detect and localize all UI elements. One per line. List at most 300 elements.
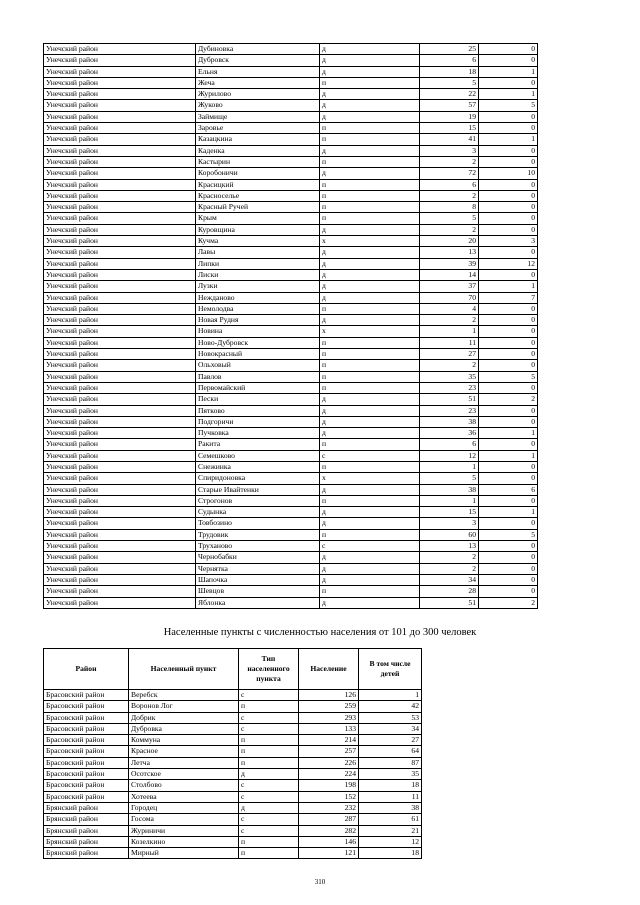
table-row: [44, 349, 538, 360]
population-cell: 287: [299, 814, 359, 825]
table-row: [44, 156, 538, 167]
children-cell: 0: [479, 111, 538, 122]
settlement-cell: Пятково: [196, 405, 320, 416]
settlement-cell: Крым: [196, 213, 320, 224]
type-cell: д: [320, 247, 420, 258]
children-cell: 1: [479, 507, 538, 518]
settlement-cell: Ново-Дубровск: [196, 337, 320, 348]
type-cell: х: [320, 236, 420, 247]
children-cell: 1: [479, 428, 538, 439]
table-row: [44, 757, 422, 768]
district-cell: Унечский район: [44, 428, 196, 439]
type-cell: х: [320, 473, 420, 484]
population-cell: 11: [420, 337, 479, 348]
settlement-cell: Пески: [196, 394, 320, 405]
children-cell: 53: [359, 712, 422, 723]
children-cell: 1: [479, 134, 538, 145]
settlement-cell: Кастырин: [196, 156, 320, 167]
district-cell: Унечский район: [44, 100, 196, 111]
population-cell: 8: [420, 202, 479, 213]
population-cell: 6: [420, 179, 479, 190]
table-row: [44, 66, 538, 77]
population-cell: 126: [299, 690, 359, 701]
table-row: [44, 836, 422, 847]
population-cell: 5: [420, 77, 479, 88]
settlement-cell: Воронов Лог: [129, 701, 239, 712]
district-cell: Брасовский район: [44, 757, 129, 768]
type-cell: д: [320, 224, 420, 235]
district-cell: Брянский район: [44, 836, 129, 847]
type-cell: д: [320, 168, 420, 179]
children-cell: 12: [359, 836, 422, 847]
type-cell: д: [320, 428, 420, 439]
district-cell: Унечский район: [44, 586, 196, 597]
table-row: [44, 735, 422, 746]
children-cell: 0: [479, 382, 538, 393]
district-cell: Унечский район: [44, 168, 196, 179]
settlement-cell: Коммуна: [129, 735, 239, 746]
children-cell: 21: [359, 825, 422, 836]
type-cell: д: [320, 574, 420, 585]
district-cell: Унечский район: [44, 55, 196, 66]
type-cell: п: [239, 848, 299, 859]
population-cell: 2: [420, 563, 479, 574]
type-cell: п: [320, 134, 420, 145]
table-row: [44, 746, 422, 757]
children-cell: 0: [479, 315, 538, 326]
district-cell: Унечский район: [44, 202, 196, 213]
population-cell: 57: [420, 100, 479, 111]
table-row: [44, 825, 422, 836]
table-row: [44, 382, 538, 393]
header-children: В том числе детей: [359, 649, 422, 690]
district-cell: Унечский район: [44, 349, 196, 360]
type-cell: с: [239, 780, 299, 791]
population-cell: 37: [420, 281, 479, 292]
header-settlement: Населенный пункт: [129, 649, 239, 690]
district-cell: Брасовский район: [44, 769, 129, 780]
settlement-cell: Немолодва: [196, 303, 320, 314]
table-row: [44, 168, 538, 179]
table-row: [44, 236, 538, 247]
district-cell: Унечский район: [44, 507, 196, 518]
table-row: [44, 371, 538, 382]
district-cell: Брасовский район: [44, 791, 129, 802]
population-cell: 15: [420, 123, 479, 134]
settlement-cell: Липки: [196, 258, 320, 269]
children-cell: 87: [359, 757, 422, 768]
settlement-cell: Журиничи: [129, 825, 239, 836]
children-cell: 0: [479, 55, 538, 66]
type-cell: д: [320, 484, 420, 495]
population-cell: 232: [299, 802, 359, 813]
population-cell: 38: [420, 416, 479, 427]
children-cell: 0: [479, 518, 538, 529]
type-cell: с: [239, 712, 299, 723]
header-population: Население: [299, 649, 359, 690]
children-cell: 0: [479, 360, 538, 371]
settlement-cell: Судынка: [196, 507, 320, 518]
population-cell: 282: [299, 825, 359, 836]
settlement-cell: Лузки: [196, 281, 320, 292]
type-cell: п: [320, 337, 420, 348]
table-row: [44, 791, 422, 802]
table-row: [44, 224, 538, 235]
children-cell: 0: [479, 213, 538, 224]
settlement-cell: Ракита: [196, 439, 320, 450]
population-cell: 1: [420, 495, 479, 506]
population-cell: 39: [420, 258, 479, 269]
type-cell: д: [239, 802, 299, 813]
children-cell: 0: [479, 495, 538, 506]
page-number: 310: [314, 878, 326, 886]
district-cell: Унечский район: [44, 145, 196, 156]
population-cell: 152: [299, 791, 359, 802]
table-row: [44, 473, 538, 484]
district-cell: Унечский район: [44, 326, 196, 337]
children-cell: 42: [359, 701, 422, 712]
population-cell: 4: [420, 303, 479, 314]
children-cell: 5: [479, 100, 538, 111]
table-row: [44, 484, 538, 495]
settlement-cell: Строгонов: [196, 495, 320, 506]
children-cell: 6: [479, 484, 538, 495]
table-row: [44, 529, 538, 540]
type-cell: с: [320, 450, 420, 461]
children-cell: 1: [359, 690, 422, 701]
table-row: [44, 701, 422, 712]
district-cell: Унечский район: [44, 495, 196, 506]
district-cell: Унечский район: [44, 213, 196, 224]
district-cell: Брянский район: [44, 848, 129, 859]
settlement-cell: Куровщина: [196, 224, 320, 235]
children-cell: 12: [479, 258, 538, 269]
table-row: [44, 439, 538, 450]
children-cell: 0: [479, 473, 538, 484]
children-cell: 34: [359, 723, 422, 734]
type-cell: п: [239, 701, 299, 712]
type-cell: д: [320, 507, 420, 518]
table-row: [44, 690, 422, 701]
type-cell: д: [320, 416, 420, 427]
table-row: [44, 134, 538, 145]
table-row: [44, 145, 538, 156]
type-cell: д: [320, 258, 420, 269]
district-cell: Брянский район: [44, 802, 129, 813]
settlement-cell: Каденка: [196, 145, 320, 156]
children-cell: 64: [359, 746, 422, 757]
district-cell: Унечский район: [44, 360, 196, 371]
children-cell: 35: [359, 769, 422, 780]
settlement-cell: Подгоричи: [196, 416, 320, 427]
type-cell: п: [320, 529, 420, 540]
district-cell: Брасовский район: [44, 712, 129, 723]
population-cell: 13: [420, 247, 479, 258]
type-cell: п: [320, 123, 420, 134]
settlement-cell: Дубиновка: [196, 44, 320, 55]
table-row: [44, 507, 538, 518]
district-cell: Унечский район: [44, 552, 196, 563]
table-row: [44, 597, 538, 608]
settlement-cell: Лавы: [196, 247, 320, 258]
settlement-cell: Чернобабки: [196, 552, 320, 563]
children-cell: 0: [479, 461, 538, 472]
population-cell: 12: [420, 450, 479, 461]
settlement-cell: Займище: [196, 111, 320, 122]
children-cell: 18: [359, 780, 422, 791]
children-cell: 2: [479, 597, 538, 608]
table-row: [44, 802, 422, 813]
population-cell: 35: [420, 371, 479, 382]
section-title: Населенные пункты с численностью населения от 101 до 300 человек: [163, 627, 477, 638]
settlement-cell: Шевцов: [196, 586, 320, 597]
population-cell: 38: [420, 484, 479, 495]
population-cell: 146: [299, 836, 359, 847]
children-cell: 0: [479, 190, 538, 201]
table-row: [44, 723, 422, 734]
children-cell: 0: [479, 247, 538, 258]
district-cell: Унечский район: [44, 190, 196, 201]
district-cell: Унечский район: [44, 484, 196, 495]
children-cell: 1: [479, 66, 538, 77]
settlement-cell: Пучковка: [196, 428, 320, 439]
settlement-cell: Ельня: [196, 66, 320, 77]
population-cell: 2: [420, 156, 479, 167]
children-cell: 1: [479, 450, 538, 461]
table-row: [44, 563, 538, 574]
district-cell: Унечский район: [44, 123, 196, 134]
population-cell: 23: [420, 382, 479, 393]
district-cell: Унечский район: [44, 439, 196, 450]
population-cell: 3: [420, 145, 479, 156]
type-cell: д: [320, 44, 420, 55]
district-cell: Унечский район: [44, 258, 196, 269]
table-row: [44, 202, 538, 213]
district-cell: Брянский район: [44, 814, 129, 825]
district-cell: Брасовский район: [44, 723, 129, 734]
table-row: [44, 213, 538, 224]
type-cell: д: [320, 100, 420, 111]
children-cell: 0: [479, 586, 538, 597]
district-cell: Унечский район: [44, 473, 196, 484]
settlement-cell: Новина: [196, 326, 320, 337]
district-cell: Унечский район: [44, 394, 196, 405]
type-cell: д: [320, 292, 420, 303]
district-cell: Брянский район: [44, 825, 129, 836]
district-cell: Брасовский район: [44, 690, 129, 701]
table-row: [44, 541, 538, 552]
settlement-cell: Веребск: [129, 690, 239, 701]
population-cell: 2: [420, 224, 479, 235]
district-cell: Унечский район: [44, 269, 196, 280]
settlement-cell: Козелкино: [129, 836, 239, 847]
district-cell: Унечский район: [44, 224, 196, 235]
population-cell: 70: [420, 292, 479, 303]
district-cell: Унечский район: [44, 541, 196, 552]
district-cell: Унечский район: [44, 574, 196, 585]
settlements-table-body: [44, 44, 538, 609]
table-row: [44, 416, 538, 427]
settlement-cell: Заровье: [196, 123, 320, 134]
children-cell: 1: [479, 281, 538, 292]
settlement-cell: Госома: [129, 814, 239, 825]
district-cell: Унечский район: [44, 236, 196, 247]
settlement-cell: Товбозино: [196, 518, 320, 529]
district-cell: Унечский район: [44, 179, 196, 190]
type-cell: с: [239, 814, 299, 825]
type-cell: п: [320, 382, 420, 393]
table-row: [44, 552, 538, 563]
district-cell: Унечский район: [44, 111, 196, 122]
type-cell: п: [320, 586, 420, 597]
table-row: [44, 769, 422, 780]
type-cell: п: [320, 213, 420, 224]
population-cell: 60: [420, 529, 479, 540]
table-row: [44, 100, 538, 111]
settlement-cell: Осотское: [129, 769, 239, 780]
table-row: [44, 281, 538, 292]
settlements-101-300-body: [44, 690, 422, 859]
type-cell: п: [239, 757, 299, 768]
table-row: [44, 495, 538, 506]
settlement-cell: Старые Ивайтенки: [196, 484, 320, 495]
table-row: [44, 574, 538, 585]
settlements-table-continued: [43, 43, 538, 609]
district-cell: Унечский район: [44, 405, 196, 416]
table-row: [44, 123, 538, 134]
table-row: [44, 190, 538, 201]
children-cell: 0: [479, 179, 538, 190]
table-row: [44, 586, 538, 597]
table-header-row: [44, 649, 422, 690]
table-row: [44, 518, 538, 529]
population-cell: 3: [420, 518, 479, 529]
settlement-cell: Семешково: [196, 450, 320, 461]
type-cell: п: [320, 77, 420, 88]
table-row: [44, 269, 538, 280]
settlement-cell: Новокрасный: [196, 349, 320, 360]
table-row: [44, 89, 538, 100]
children-cell: 0: [479, 416, 538, 427]
children-cell: 11: [359, 791, 422, 802]
children-cell: 0: [479, 405, 538, 416]
settlement-cell: Труханово: [196, 541, 320, 552]
table-row: [44, 814, 422, 825]
children-cell: 0: [479, 269, 538, 280]
district-cell: Унечский район: [44, 371, 196, 382]
children-cell: 5: [479, 529, 538, 540]
table-row: [44, 405, 538, 416]
population-cell: 19: [420, 111, 479, 122]
settlement-cell: Красное: [129, 746, 239, 757]
children-cell: 38: [359, 802, 422, 813]
type-cell: д: [320, 597, 420, 608]
settlement-cell: Нежданово: [196, 292, 320, 303]
population-cell: 41: [420, 134, 479, 145]
population-cell: 25: [420, 44, 479, 55]
settlement-cell: Мирный: [129, 848, 239, 859]
settlement-cell: Красицкий: [196, 179, 320, 190]
settlement-cell: Журилово: [196, 89, 320, 100]
type-cell: д: [320, 281, 420, 292]
type-cell: д: [239, 769, 299, 780]
type-cell: с: [239, 825, 299, 836]
children-cell: 7: [479, 292, 538, 303]
district-cell: Унечский район: [44, 518, 196, 529]
type-cell: п: [320, 190, 420, 201]
district-cell: Унечский район: [44, 247, 196, 258]
children-cell: 27: [359, 735, 422, 746]
population-cell: 6: [420, 55, 479, 66]
district-cell: Унечский район: [44, 563, 196, 574]
children-cell: 0: [479, 77, 538, 88]
type-cell: д: [320, 518, 420, 529]
population-cell: 51: [420, 394, 479, 405]
table-row: [44, 848, 422, 859]
type-cell: с: [239, 791, 299, 802]
children-cell: 0: [479, 552, 538, 563]
children-cell: 0: [479, 326, 538, 337]
district-cell: Унечский район: [44, 461, 196, 472]
population-cell: 1: [420, 461, 479, 472]
population-cell: 5: [420, 213, 479, 224]
type-cell: с: [239, 723, 299, 734]
district-cell: Унечский район: [44, 44, 196, 55]
type-cell: с: [239, 690, 299, 701]
population-cell: 198: [299, 780, 359, 791]
type-cell: п: [320, 439, 420, 450]
population-cell: 2: [420, 552, 479, 563]
children-cell: 10: [479, 168, 538, 179]
type-cell: д: [320, 563, 420, 574]
district-cell: Унечский район: [44, 303, 196, 314]
settlement-cell: Дубровка: [129, 723, 239, 734]
population-cell: 22: [420, 89, 479, 100]
table-row: [44, 247, 538, 258]
table-row: [44, 360, 538, 371]
population-cell: 121: [299, 848, 359, 859]
children-cell: 0: [479, 337, 538, 348]
settlements-101-300-table: [43, 648, 422, 859]
table-row: [44, 111, 538, 122]
settlement-cell: Снежинка: [196, 461, 320, 472]
type-cell: п: [320, 495, 420, 506]
type-cell: д: [320, 315, 420, 326]
children-cell: 0: [479, 349, 538, 360]
type-cell: д: [320, 55, 420, 66]
type-cell: д: [320, 394, 420, 405]
settlement-cell: Летча: [129, 757, 239, 768]
settlement-cell: Трудовик: [196, 529, 320, 540]
type-cell: п: [239, 836, 299, 847]
population-cell: 226: [299, 757, 359, 768]
district-cell: Брасовский район: [44, 746, 129, 757]
table-row: [44, 326, 538, 337]
settlement-cell: Лиски: [196, 269, 320, 280]
children-cell: 0: [479, 224, 538, 235]
children-cell: 0: [479, 574, 538, 585]
settlement-cell: Жеча: [196, 77, 320, 88]
type-cell: п: [320, 303, 420, 314]
header-district: Район: [44, 649, 129, 690]
table-row: [44, 292, 538, 303]
table-row: [44, 394, 538, 405]
population-cell: 28: [420, 586, 479, 597]
type-cell: п: [239, 735, 299, 746]
district-cell: Брасовский район: [44, 701, 129, 712]
children-cell: 0: [479, 202, 538, 213]
population-cell: 259: [299, 701, 359, 712]
